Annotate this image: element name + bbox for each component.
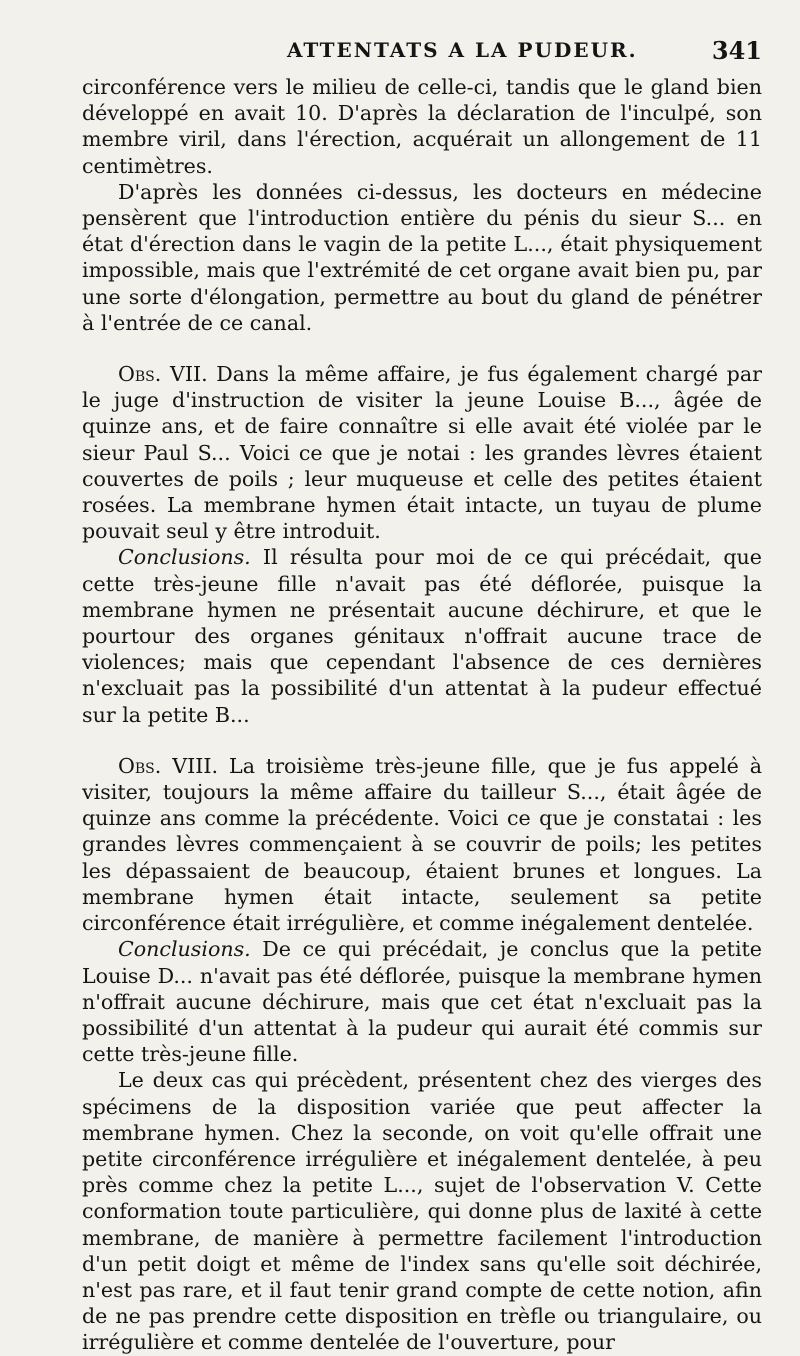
page-header — [82, 30, 762, 74]
paragraph-text: D'après les données ci-dessus, les docteurs en médecine pensèrent que l'introduction entière du pénis du sieur S... en état d'érection dans le vagin de la petite L..., était physiquement impossible, mais que l'extrémité de cet organe avait bien pu, par une sorte d'élongation, permettre au bout du gland de pénétrer à l'entrée de ce canal. — [82, 179, 762, 335]
paragraph-discussion — [82, 1067, 762, 1355]
conclusions-vii — [82, 544, 762, 727]
observation-label: Obs. VIII. — [118, 753, 219, 778]
paragraph-text: De ce qui précédait, je conclus que la petite Louise D... n'avait pas été déflorée, puisque la membrane hymen n'offrait aucune déchirure, mais que cet état n'excluait pas la possibilité d'un attentat à la pudeur qui aurait été commis sur cette très-jeune fille. — [82, 937, 762, 1067]
conclusions-label: Conclusions. — [118, 545, 251, 570]
observation-viii — [82, 753, 762, 936]
paragraph-text: Le deux cas qui précèdent, présentent chez des vierges des spécimens de la disposition variée que peut affecter la membrane hymen. Chez la seconde, on voit qu'elle offrait une petite circonférence irrégulière et inégalement dentelée, à peu près comme chez la petite L..., sujet de l'observation V. Cette conformation toute particulière, qui donne plus de laxité à cette membrane, de manière à permettre facilement l'introduction d'un petit doigt et même de l'index sans qu'elle soit déchirée, n'est pas rare, et il faut tenir grand compte de cette notion, afin de ne pas prendre cette disposition en trèfle ou triangulaire, ou irrégulière et comme dentelée de l'ouverture, pour — [82, 1068, 762, 1355]
body-text — [82, 74, 762, 1356]
paragraph-continuation — [82, 74, 762, 179]
paragraph-text: circonférence vers le milieu de celle-ci, tandis que le gland bien développé en avait 10. D'après la déclaration de l'inculpé, son membre viril, dans l'érection, acquérait un allongement de 11 centimètres. — [82, 75, 762, 178]
paragraph-text: Dans la même affaire, je fus également chargé par le juge d'instruction de visiter la jeune Louise B..., âgée de quinze ans, et de faire connaître si elle avait été violée par le sieur Paul S... Voici ce que je notai : les grandes lèvres étaient couvertes de poils ; leur muqueuse et celle des petites étaient rosées. La membrane hymen était intacte, un tuyau de plume pouvait seul y être introduit. — [82, 362, 762, 544]
conclusions-label: Conclusions. — [118, 937, 251, 962]
observation-label: Obs. VII. — [118, 362, 208, 387]
observation-vii — [82, 361, 762, 544]
page-number: 341 — [711, 36, 762, 65]
paragraph-text: Il résulta pour moi de ce qui précédait, que cette très-jeune fille n'avait pas été déflorée, puisque la membrane hymen ne présentait aucune déchirure, et que le pourtour des organes génitaux n'offrait aucune trace de violences; mais que cependant l'absence de ces dernières n'excluait pas la possibilité d'un attentat à la pudeur effectué sur la petite B... — [82, 545, 762, 727]
running-title: ATTENTATS A LA PUDEUR. — [287, 38, 638, 62]
paragraph-text: La troisième très-jeune fille, que je fus appelé à visiter, toujours la même affaire du tailleur S..., était âgée de quinze ans comme la précédente. Voici ce que je constatai : les grandes lèvres commençaient à se couvrir de poils; les petites les dépassaient de beaucoup, étaient brunes et longues. La membrane hymen était intacte, seulement sa petite circonférence était irrégulière, et comme inégalement dentelée. — [82, 753, 762, 936]
conclusions-viii — [82, 936, 762, 1067]
paragraph-conclusion-l — [82, 179, 762, 336]
